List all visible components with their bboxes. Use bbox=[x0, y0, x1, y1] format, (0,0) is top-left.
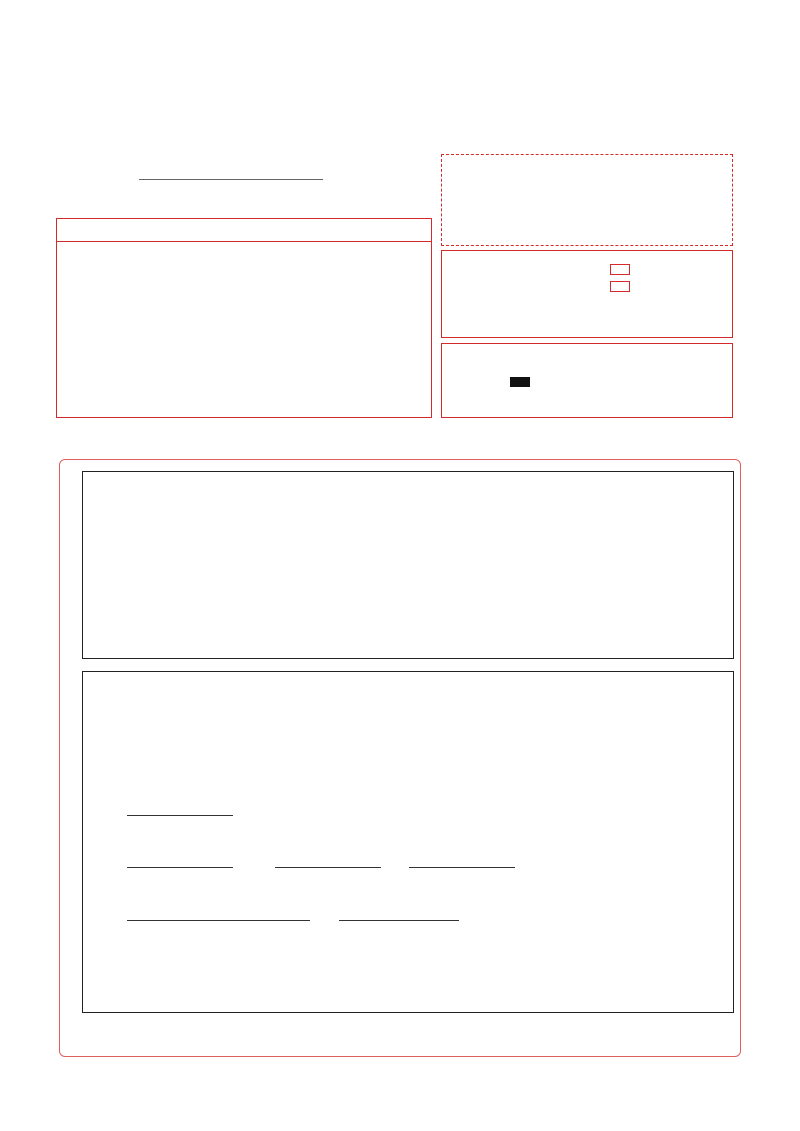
part-2-blank-a[interactable] bbox=[127, 867, 233, 868]
proctor-only-box bbox=[441, 250, 733, 338]
absent-mark-box[interactable] bbox=[610, 264, 630, 275]
correct-fill-sample bbox=[510, 377, 530, 387]
part-3-blank-b[interactable] bbox=[339, 920, 459, 921]
fill-example-box bbox=[441, 343, 733, 418]
top-timing-marks bbox=[50, 38, 750, 52]
violation-mark-box[interactable] bbox=[610, 281, 630, 292]
multiple-choice-section bbox=[82, 471, 734, 659]
part-3-blank-a[interactable] bbox=[127, 920, 310, 921]
free-response-section bbox=[82, 671, 734, 1013]
part-1-blank[interactable] bbox=[127, 815, 233, 816]
part-2-blank-c[interactable] bbox=[409, 867, 515, 868]
part-2-blank-b[interactable] bbox=[275, 867, 381, 868]
notice-box bbox=[56, 218, 432, 418]
side-timing-marks bbox=[36, 0, 52, 1131]
notice-heading bbox=[57, 219, 431, 242]
name-field[interactable] bbox=[139, 179, 323, 180]
barcode-area bbox=[441, 154, 733, 246]
